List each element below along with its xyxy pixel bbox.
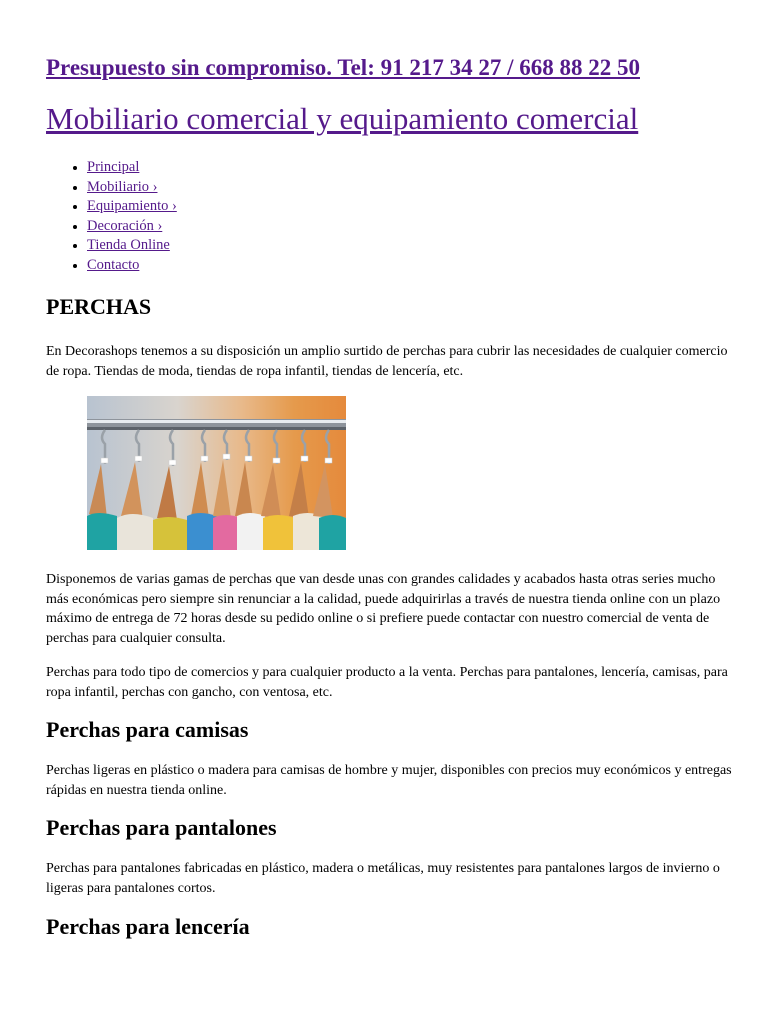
section-heading-camisas: Perchas para camisas [46,717,249,742]
nav-link-decoracion[interactable]: Decoración › [87,217,163,234]
section-heading-pantalones: Perchas para pantalones [46,815,277,840]
section-text-pantalones: Perchas para pantalones fabricadas en plástico, madera o metálicas, muy resistentes para pantalones largos de invierno o ligeras para pantalones cortos. [46,861,720,896]
article-heading: PERCHAS [46,294,152,319]
nav-link-contacto[interactable]: Contacto [87,256,140,273]
hangers-illustration [87,396,346,550]
contact-phone-link[interactable]: Presupuesto sin compromiso. Tel: 91 217 34 27 / 668 88 22 50 [46,55,640,80]
nav-link-equipamiento[interactable]: Equipamiento › [87,198,177,214]
article-paragraph-3: Perchas para todo tipo de comercios y para cualquier producto a la venta. Perchas para pantalones, lencería, camisas, para ropa infantil, perchas con gancho, con ventosa, etc. [46,665,728,700]
nav-item-principal [87,158,177,178]
article-paragraph-2: Disponemos de varias gamas de perchas que van desde unas con grandes calidades y acabados hasta otras series mucho más económicas pero siempre sin renunciar a la calidad, puede adquirirlas a través de nuestra tienda online con un plazo máximo de entrega de 72 horas desde su pedido online o si prefiere puede contactar con nuestro comercial de venta de perchas para cualquier consulta. [46,572,721,646]
nav-item-equipamiento [87,197,177,217]
article-intro: En Decorashops tenemos a su disposición un amplio surtido de perchas para cubrir las necesidades de cualquier comercio de ropa. Tiendas de moda, tiendas de ropa infantil, tiendas de lencería, etc. [46,344,728,379]
article [46,292,736,942]
section-heading-lenceria: Perchas para lencería [46,914,250,939]
site-title [46,101,638,137]
contact-tagline [46,54,640,82]
nav-item-tienda-online [87,236,177,256]
nav-item-contacto [87,256,177,276]
nav-item-mobiliario [87,178,177,198]
main-navigation [46,158,177,275]
section-text-camisas: Perchas ligeras en plástico o madera para camisas de hombre y mujer, disponibles con precios muy económicos y entregas rápidas en nuestra tienda online. [46,763,732,798]
site-title-link[interactable]: Mobiliario comercial y equipamiento comercial [46,101,639,136]
nav-link-tienda-online[interactable]: Tienda Online [87,237,170,253]
nav-item-decoracion [87,217,177,237]
hangers-photo [87,396,346,550]
nav-link-principal[interactable]: Principal [87,159,140,175]
nav-link-mobiliario[interactable]: Mobiliario › [87,178,158,195]
